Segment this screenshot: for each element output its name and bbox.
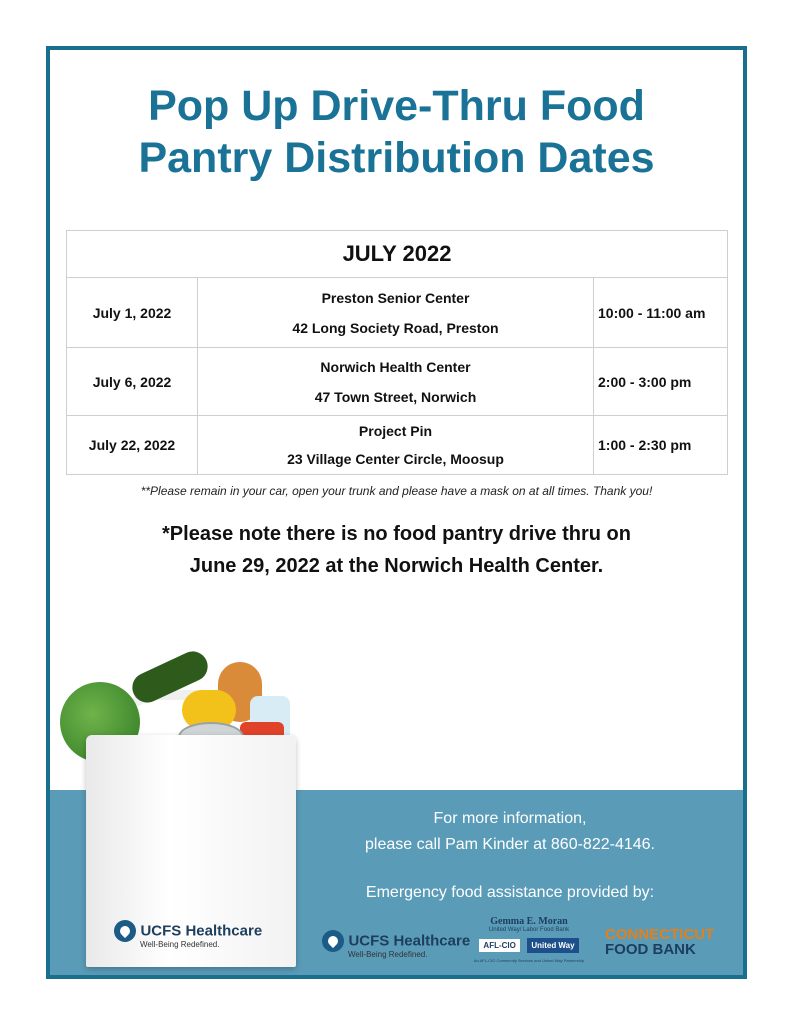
place-address: 42 Long Society Road, Preston <box>292 319 499 336</box>
ucfs-logo: UCFS Healthcare Well-Being Redefined. <box>322 930 470 959</box>
afl-cio-logo: AFL-CIO <box>479 939 519 952</box>
month-header: JULY 2022 <box>67 231 728 278</box>
closure-notice-line-2: June 29, 2022 at the Norwich Health Center. <box>189 555 604 577</box>
ucfs-heart-icon <box>114 920 136 942</box>
location-cell <box>198 278 594 348</box>
place-address: 47 Town Street, Norwich <box>314 388 477 405</box>
gemma-moran-logo: Gemma E. Moran United Way/ Labor Food Bank AFL-CIO United Way An AFL-CIO Community Services and United Way Partnership <box>473 916 585 963</box>
table-row <box>67 278 728 348</box>
table-row <box>67 348 728 416</box>
table-row <box>67 416 728 475</box>
sponsors-heading: Emergency food assistance provided by: <box>365 884 655 901</box>
location-cell <box>198 416 594 475</box>
flyer-title <box>50 80 743 184</box>
date-cell: July 6, 2022 <box>67 348 198 416</box>
closure-notice-line-1: *Please note there is no food pantry drive thru on <box>162 523 631 545</box>
time-cell: 1:00 - 2:30 pm <box>594 416 728 475</box>
closure-notice <box>50 518 743 582</box>
ucfs-heart-icon <box>322 930 344 952</box>
place-address: 23 Village Center Circle, Moosup <box>287 451 504 467</box>
contact-line: please call Pam Kinder at 860-822-4146. <box>365 836 655 853</box>
title-line-1: Pop Up Drive-Thru Food <box>148 82 645 130</box>
time-cell: 2:00 - 3:00 pm <box>594 348 728 416</box>
bag-ucfs-logo: UCFS Healthcare Well-Being Redefined. <box>114 920 262 949</box>
date-cell: July 22, 2022 <box>67 416 198 475</box>
place-name: Norwich Health Center <box>320 358 471 375</box>
time-cell: 10:00 - 11:00 am <box>594 278 728 348</box>
place-name: Project Pin <box>358 423 433 439</box>
schedule-table <box>66 230 728 475</box>
united-way-logo: United Way <box>527 938 578 953</box>
title-line-2: Pantry Distribution Dates <box>138 134 655 182</box>
connecticut-food-bank-logo: CONNECTICUT FOOD BANK <box>605 926 715 958</box>
car-instructions-note: **Please remain in your car, open your trunk and please have a mask on at all times. Thank you! <box>140 484 653 498</box>
flyer-frame <box>46 46 747 979</box>
location-cell <box>198 348 594 416</box>
date-cell: July 1, 2022 <box>67 278 198 348</box>
place-name: Preston Senior Center <box>321 289 470 306</box>
info-line-1: For more information, <box>433 810 587 827</box>
